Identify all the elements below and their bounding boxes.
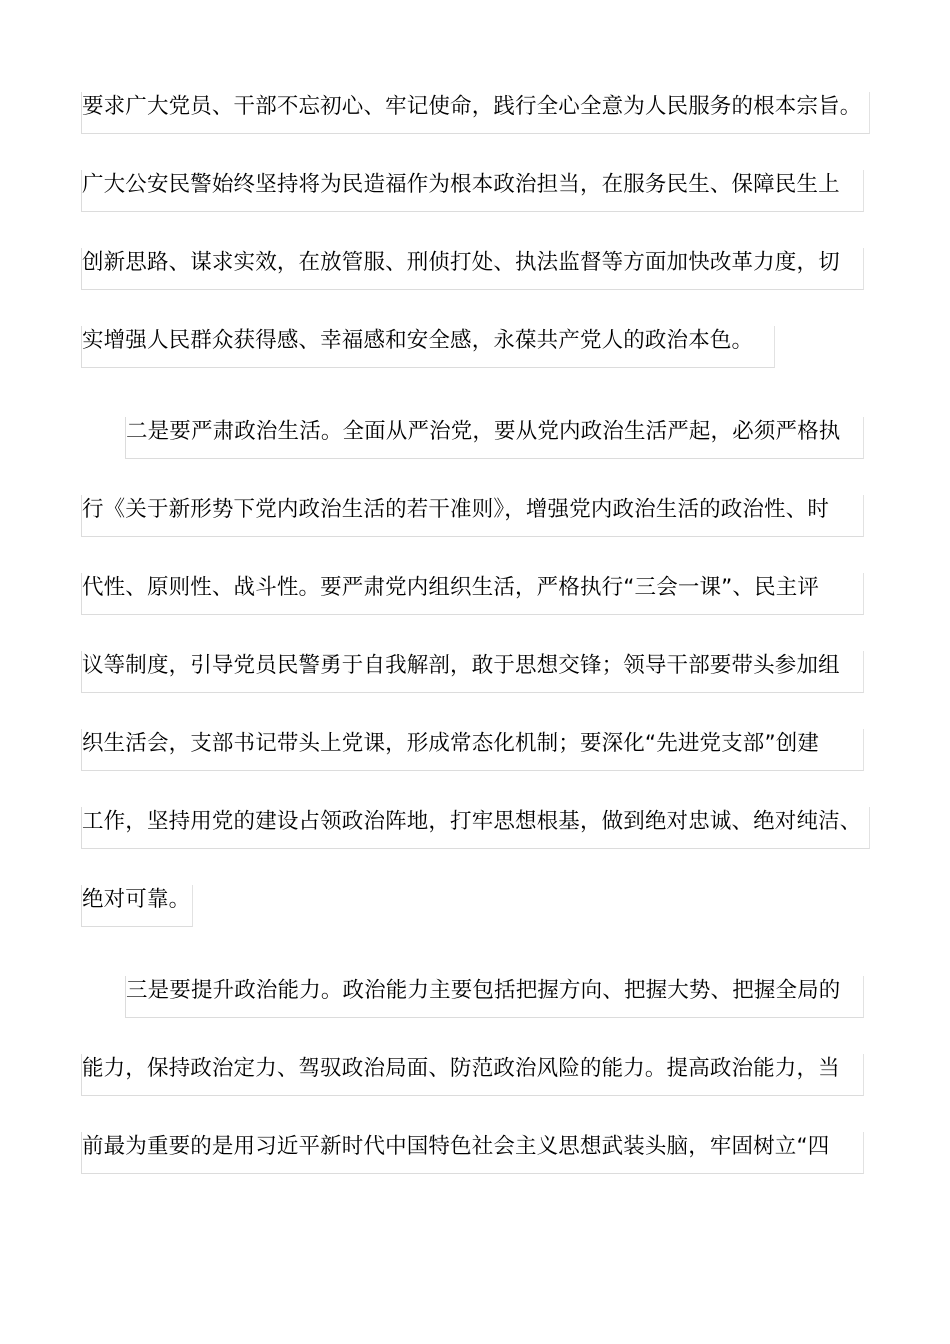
line-text: 广大公安民警始终坚持将为民造福作为根本政治担当，在服务民生、保障民生上 (82, 172, 840, 197)
line-text: 实增强人民群众获得感、幸福感和安全感，永葆共产党人的政治本色。 (82, 328, 754, 353)
text-line (81, 807, 870, 849)
line-text: 创新思路、谋求实效，在放管服、刑侦打处、执法监督等方面加快改革力度，切 (82, 250, 840, 275)
text-line (81, 92, 870, 134)
line-text: 议等制度，引导党员民警勇于自我解剖，敢于思想交锋；领导干部要带头参加组 (82, 653, 840, 678)
line-text: 三是要提升政治能力。政治能力主要包括把握方向、把握大势、把握全局的 (126, 978, 841, 1003)
text-line (81, 729, 864, 771)
line-text: 绝对可靠。 (82, 887, 191, 912)
line-text: 能力，保持政治定力、驾驭政治局面、防范政治风险的能力。提高政治能力，当 (82, 1056, 840, 1081)
text-line (81, 885, 193, 927)
line-text: 工作，坚持用党的建设占领政治阵地，打牢思想根基，做到绝对忠诚、绝对纯洁、 (82, 809, 862, 834)
line-text: 要求广大党员、干部不忘初心、牢记使命，践行全心全意为人民服务的根本宗旨。 (82, 94, 862, 119)
text-line (81, 651, 864, 693)
text-line (125, 976, 864, 1018)
text-line (81, 326, 775, 368)
text-line (81, 248, 864, 290)
line-text: 二是要严肃政治生活。全面从严治党，要从党内政治生活严起，必须严格执 (126, 419, 841, 444)
text-line (81, 1054, 864, 1096)
text-line (81, 573, 864, 615)
text-line (81, 1132, 864, 1174)
line-text: 行《关于新形势下党内政治生活的若干准则》，增强党内政治生活的政治性、时 (82, 497, 830, 522)
line-text: 织生活会，支部书记带头上党课，形成常态化机制；要深化“先进党支部”创建 (82, 731, 820, 756)
line-text: 前最为重要的是用习近平新时代中国特色社会主义思想武装头脑，牢固树立“四 (82, 1134, 830, 1159)
line-text: 代性、原则性、战斗性。要严肃党内组织生活，严格执行“三会一课”、民主评 (82, 575, 820, 600)
text-line (81, 170, 864, 212)
text-line (125, 417, 864, 459)
text-line (81, 495, 864, 537)
